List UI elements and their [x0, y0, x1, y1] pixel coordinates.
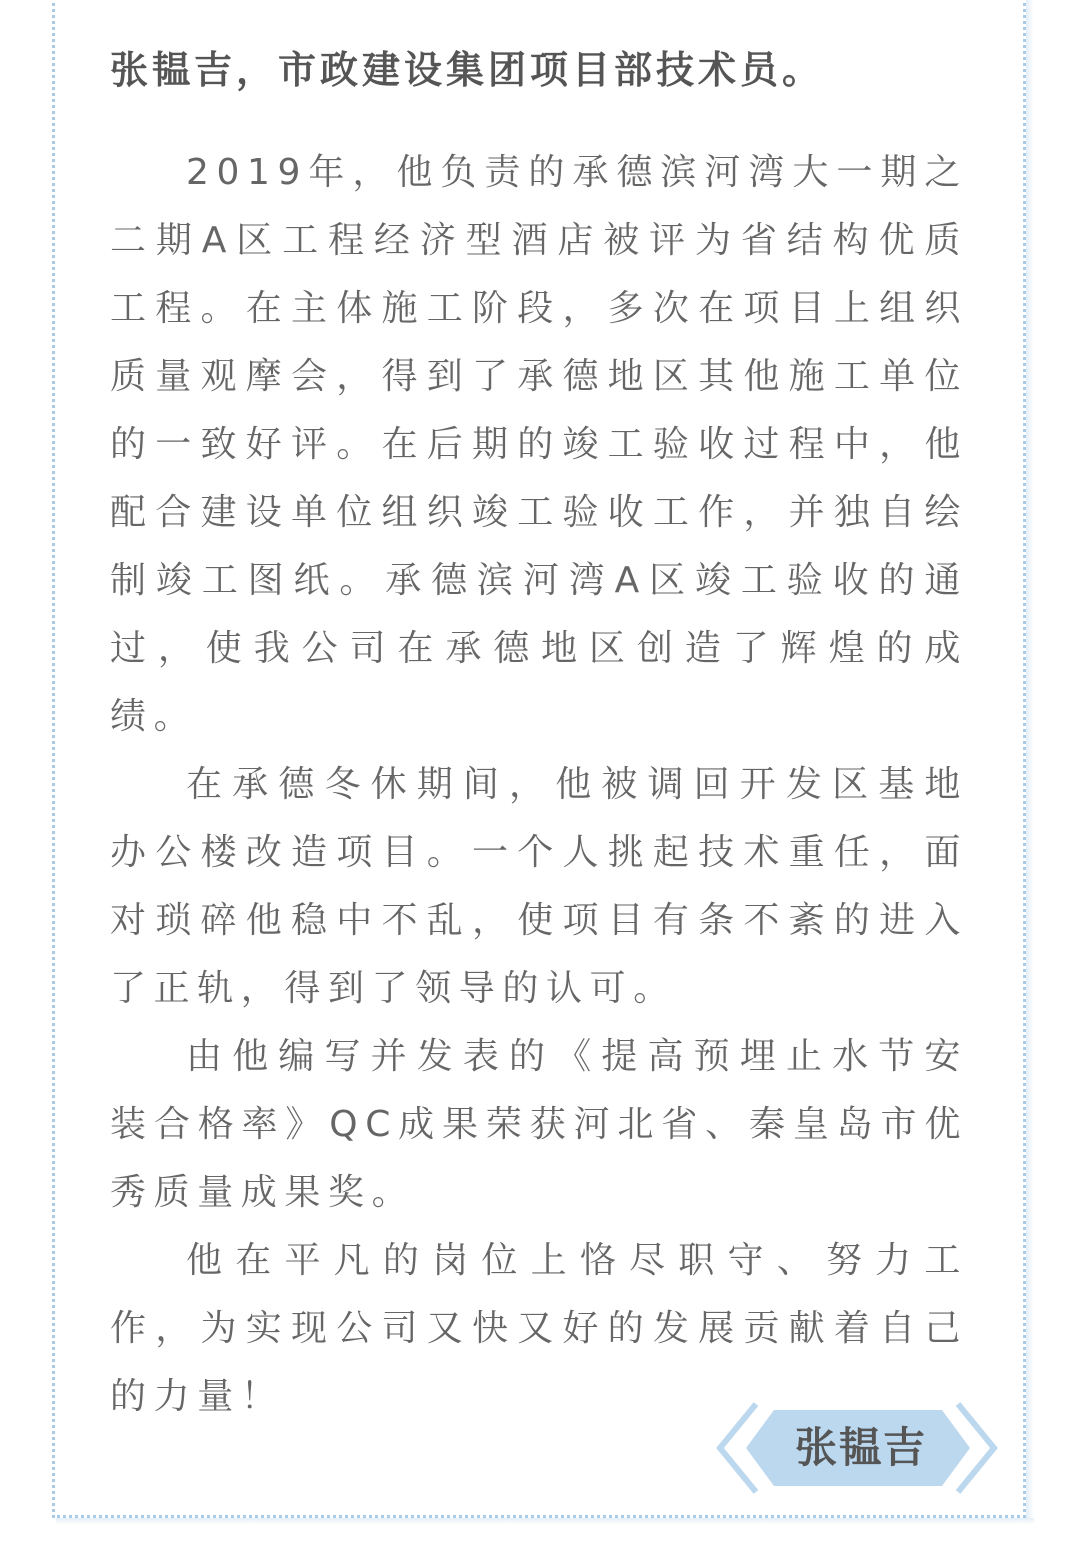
frame-shadow [1026, 0, 1034, 1522]
paragraph-1: 2019年，他负责的承德滨河湾大一期之二期A区工程经济型酒店被评为省结构优质工程。在主体施工阶段，多次在项目上组织质量观摩会，得到了承德地区其他施工单位的一致好评。在后期的竣工验收过程中，他配合建设单位组织竣工验收工作，并独自绘制竣工图纸。承德滨河湾A区竣工验收的通过，使我公司在承德地区创造了辉煌的成绩。 [110, 152, 968, 738]
paragraph-2: 在承德冬休期间，他被调回开发区基地办公楼改造项目。一个人挑起技术重任，面对琐碎他稳中不乱，使项目有条不紊的进入了正轨，得到了领导的认可。 [110, 764, 968, 1010]
name-badge [716, 1400, 998, 1496]
paragraph-3: 由他编写并发表的《提高预埋止水节安装合格率》QC成果荣获河北省、秦皇岛市优秀质量成果奖。 [110, 1036, 968, 1214]
person-intro: 张韫吉，市政建设集团项目部技术员。 [110, 48, 825, 92]
frame-shadow-bottom [56, 1518, 1034, 1524]
article-body [110, 44, 968, 1431]
name-badge-label: 张韫吉 [794, 1423, 927, 1472]
paragraph-4: 他在平凡的岗位上恪尽职守、努力工作，为实现公司又快又好的发展贡献着自己的力量！ [110, 1240, 968, 1418]
